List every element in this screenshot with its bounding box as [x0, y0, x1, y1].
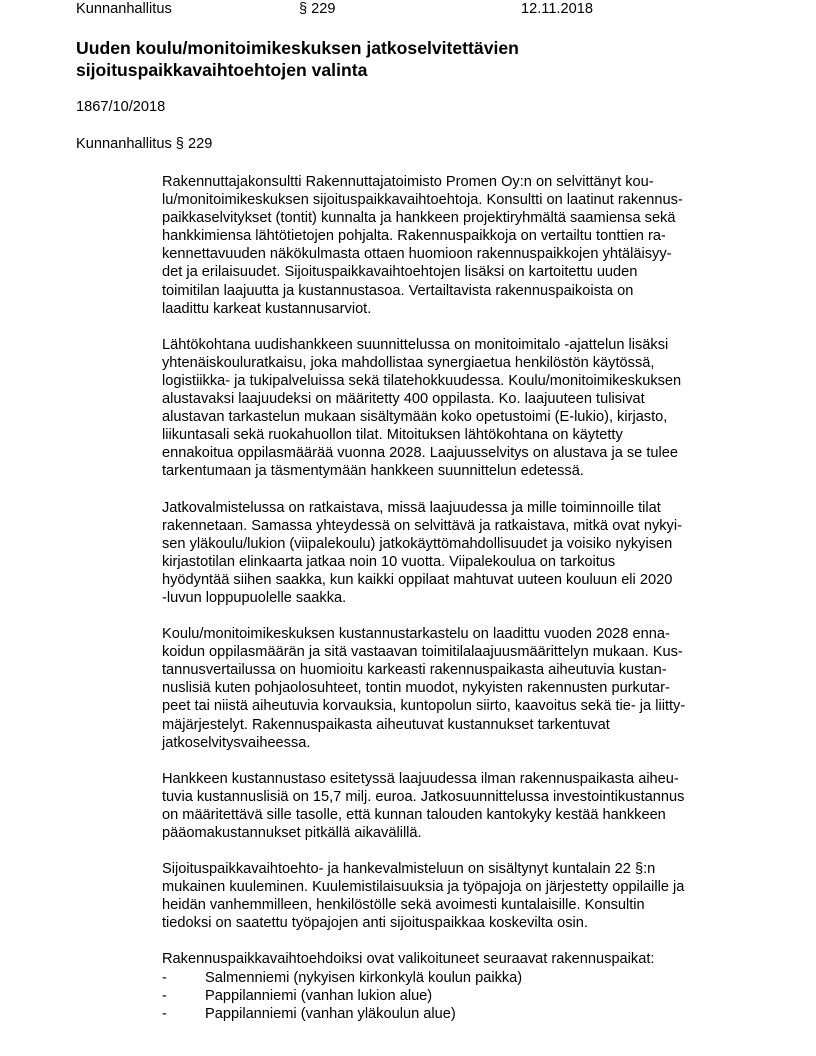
site-name: Salmenniemi (nykyisen kirkonkylä koulun paikka)	[205, 969, 523, 986]
document-body	[162, 173, 742, 1023]
text-line: tiedoksi on saatettu työpajojen anti sijoituspaikkaa koskevilta osin.	[162, 915, 588, 932]
text-line: -luvun loppupuolelle saakka.	[162, 589, 347, 606]
text-line: nuslisiä kuten pohjaolosuhteet, tontin muodot, nykyisten rakennusten purkutar-	[162, 680, 670, 697]
text-line: hankkimiensa lähtötietojen pohjalta. Rakennuspaikkoja on vertailtu tonttien ra-	[162, 228, 666, 245]
title-line-1: Uuden koulu/monitoimikeskuksen jatkoselvitettävien	[76, 38, 519, 58]
text-line: alustavan tarkastelun mukaan sisältymään koko opetustoimi (E-lukio), kirjasto,	[162, 409, 668, 426]
reference-number: 1867/10/2018	[76, 99, 166, 115]
dash-bullet-icon: -	[162, 1005, 167, 1022]
document-header	[0, 0, 816, 20]
dash-bullet-icon: -	[162, 987, 167, 1004]
text-line: yhtenäiskouluratkaisu, joka mahdollistaa synergiaetua henkilöstön käytössä,	[162, 354, 655, 371]
text-line: pääomakustannukset pitkällä aikavälillä.	[162, 825, 422, 841]
site-name: Pappilanniemi (vanhan yläkoulun alue)	[205, 1005, 456, 1022]
text-line: Sijoituspaikkavaihtoehto- ja hankevalmisteluun on sisältynyt kuntalain 22 §:n	[162, 861, 656, 878]
text-line: rakennetaan. Samassa yhteydessä on selvittävä ja ratkaistava, mitkä ovat nykyi-	[162, 517, 682, 534]
text-line: alustavaksi laajuudeksi on määritetty 400 oppilasta. Ko. laajuuteen tulisivat	[162, 391, 645, 408]
text-line: Koulu/monitoimikeskuksen kustannustarkastelu on laadittu vuoden 2028 enna-	[162, 626, 670, 643]
document-title	[76, 37, 716, 81]
sites-list	[162, 969, 742, 1023]
text-line: mäjärjestelyt. Rakennuspaikasta aiheutuvat kustannukset tarkentuvat	[162, 716, 610, 733]
text-line: liikuntasali sekä ruokahuollon tilat. Mitoituksen lähtökohtana on käytetty	[162, 427, 623, 444]
text-line: Rakennuttajakonsultti Rakennuttajatoimisto Promen Oy:n on selvittänyt kou-	[162, 174, 654, 190]
dash-bullet-icon: -	[162, 969, 167, 986]
text-line: Lähtökohtana uudishankkeen suunnittelussa on monitoimitalo -ajattelun lisäksi	[162, 336, 669, 353]
text-line: jatkoselvitysvaiheessa.	[162, 734, 311, 751]
text-line: peet tai niistä aiheutuvia korvauksia, kuntopolun siirto, kaavoitus sekä tie- ja liitty-	[162, 698, 686, 715]
text-line: det ja erilaisuudet. Sijoituspaikkavaihtoehtojen lisäksi on kartoitettu uuden	[162, 264, 638, 281]
text-line: lu/monitoimikeskuksen sijoituspaikkavaihtoehtoja. Konsultti on laatinut rakennus-	[162, 192, 683, 209]
paragraph-hearing	[162, 860, 742, 932]
list-item	[162, 987, 742, 1005]
paragraph-cost-level	[162, 770, 742, 842]
text-line: tannusvertailussa on huomioitu karkeasti rakennuspaikasta aiheutuvia kustan-	[162, 662, 667, 679]
title-line-2: sijoituspaikkavaihtoehtojen valinta	[76, 60, 368, 80]
sites-intro: Rakennuspaikkavaihtoehdoiksi ovat valikoituneet seuraavat rakennuspaikat:	[162, 951, 655, 968]
text-line: logistiikka- ja tukipalveluissa sekä tilatehokkuudessa. Koulu/monitoimikeskuksen	[162, 372, 682, 389]
paragraph-cost-review	[162, 625, 742, 752]
text-line: on määritettävä sille tasolle, että kunnan talouden kantokyky kestää hankkeen	[162, 806, 666, 823]
text-line: kirjastotilan elinkaarta jatkaa noin 10 vuotta. Viipalekoulua on tarkoitus	[162, 553, 616, 570]
text-line: Hankkeen kustannustaso esitetyssä laajuudessa ilman rakennuspaikasta aiheu-	[162, 770, 679, 787]
text-line: ennakoitua oppilasmäärää vuonna 2028. Laajuusselvitys on alustava ja se tulee	[162, 445, 678, 462]
text-line: mukainen kuuleminen. Kuulemistilaisuuksia ja työpajoja on järjestetty oppilaille ja	[162, 879, 685, 896]
text-line: tarkentumaan ja täsmentymään hankkeen suunnittelun edetessä.	[162, 463, 584, 480]
site-name: Pappilanniemi (vanhan lukion alue)	[205, 987, 433, 1004]
text-line: sen yläkoulu/lukion (viipalekoulu) jatkokäyttömahdollisuudet ja voisiko nykyisen	[162, 535, 673, 552]
paragraph-consultant-study	[162, 173, 742, 318]
text-line: Jatkovalmistelussa on ratkaistava, missä laajuudessa ja mille toiminnoille tilat	[162, 499, 661, 516]
text-line: koidun oppilasmäärän ja sitä vastaavan toimitilalaajuusmäärittelyn mukaan. Kus-	[162, 644, 683, 661]
text-line: tuvia kustannuslisiä on 15,7 milj. euroa. Jatkosuunnittelussa investointikustannus	[162, 788, 685, 805]
text-line: heidän vanhemmilleen, henkilöstölle sekä avoimesti kuntalaisille. Konsultin	[162, 897, 645, 914]
text-line: kennettavuuden näkökulmasta ottaen huomioon rakennuspaikkojen yhtäläisyy-	[162, 246, 672, 263]
text-line: laadittu karkeat kustannusarviot.	[162, 300, 372, 317]
text-line: hyödyntää siihen saakka, kun kaikki oppilaat mahtuvat uuteen kouluun eli 2020	[162, 571, 673, 588]
paragraph-further-preparation	[162, 499, 742, 608]
list-item	[162, 1005, 742, 1023]
header-section: § 229	[299, 1, 336, 17]
text-line: toimitilan laajuutta ja kustannustasoa. Vertailtavista rakennuspaikoista on	[162, 282, 634, 299]
body-reference: Kunnanhallitus § 229	[76, 136, 213, 152]
text-line: paikkaselvitykset (tontit) kunnalta ja hankkeen projektiryhmältä saamiensa sekä	[162, 210, 676, 227]
header-date: 12.11.2018	[521, 1, 593, 17]
list-item	[162, 969, 742, 987]
header-organ: Kunnanhallitus	[76, 1, 172, 17]
paragraph-starting-point	[162, 336, 742, 481]
